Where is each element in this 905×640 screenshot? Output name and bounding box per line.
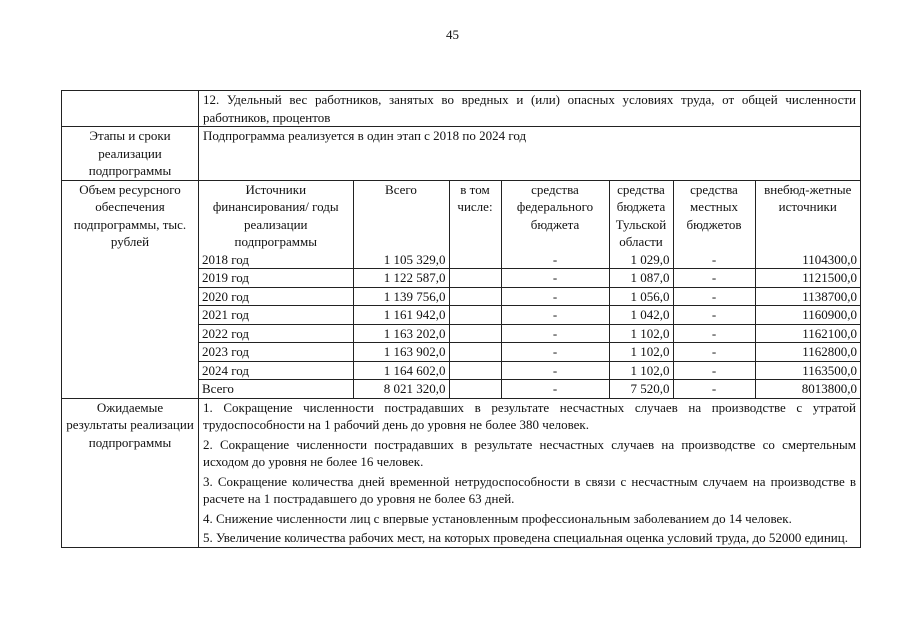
row-total: 8 021 320,0 [353,380,449,398]
row-federal: - [501,361,609,380]
result-item: 5. Увеличение количества рабочих мест, на которых проведена специальная оценка условий труда, до 52000 единиц. [203,530,848,545]
stages-label: Этапы и сроки реализации подпрограммы [62,127,199,181]
row-extra: 1104300,0 [755,251,860,269]
row-extra: 8013800,0 [755,380,860,398]
resources-row [62,180,861,398]
row-local: - [673,361,755,380]
row-total: 1 122 587,0 [353,269,449,288]
row-year: 2023 год [199,343,353,362]
passport-table [61,90,861,548]
header-including: в том числе: [449,181,501,251]
row-including [449,380,501,398]
header-regional: средства бюджета Тульской области [609,181,673,251]
row-federal: - [501,269,609,288]
row-year: Всего [199,380,353,398]
result-item: 4. Снижение численности лиц с впервые установленным профессиональным заболеванием до 14 человек. [203,510,792,526]
row-year: 2024 год [199,361,353,380]
result-item: 1. Сокращение численности пострадавших в результате несчастных случаев на производстве с утратой трудоспособности на 1 рабочий день до уровня не более 380 человек. [203,399,856,432]
row-federal: - [501,380,609,398]
row-federal: - [501,343,609,362]
row-local: - [673,269,755,288]
indicator-row [62,91,861,127]
row-local: - [673,287,755,306]
row-local: - [673,251,755,269]
resources-label: Объем ресурсного обеспечения подпрограммы, тыс. рублей [62,180,199,398]
row-local: - [673,324,755,343]
row-federal: - [501,251,609,269]
row-local: - [673,306,755,325]
financing-row [199,361,860,380]
row-year: 2020 год [199,287,353,306]
row-year: 2019 год [199,269,353,288]
row-total: 1 105 329,0 [353,251,449,269]
financing-row [199,306,860,325]
financing-row [199,287,860,306]
row-federal: - [501,306,609,325]
row-including [449,251,501,269]
row-federal: - [501,287,609,306]
financing-header-row [199,181,860,251]
header-extra: внебюд-жетные источники [755,181,860,251]
row-regional: 1 029,0 [609,251,673,269]
financing-row [199,343,860,362]
result-item: 2. Сокращение численности пострадавших в результате несчастных случаев на производстве со смертельным исходом до уровня не более 16 человек. [203,436,856,469]
page-number: 45 [446,27,459,42]
financing-table [199,181,860,398]
stages-row [62,127,861,181]
row-extra: 1162800,0 [755,343,860,362]
row-local: - [673,343,755,362]
financing-row [199,269,860,288]
row-regional: 1 056,0 [609,287,673,306]
row-extra: 1121500,0 [755,269,860,288]
results-list [199,398,861,547]
row-regional: 7 520,0 [609,380,673,398]
row-including [449,324,501,343]
row-including [449,269,501,288]
financing-row [199,380,860,398]
row-including [449,287,501,306]
header-federal: средства федерального бюджета [501,181,609,251]
row-year: 2021 год [199,306,353,325]
row-total: 1 163 202,0 [353,324,449,343]
resources-cell [199,180,861,398]
row-local: - [673,380,755,398]
header-total: Всего [353,181,449,251]
row-regional: 1 102,0 [609,324,673,343]
row-extra: 1160900,0 [755,306,860,325]
indicator-text: 12. Удельный вес работников, занятых во вредных и (или) опасных условиях труда, от общей численности работников, процентов [199,91,861,127]
row-year: 2022 год [199,324,353,343]
row-regional: 1 087,0 [609,269,673,288]
indicator-label-cell [62,91,199,127]
header-sources: Источники финансирования/ годы реализации подпрограммы [199,181,353,251]
row-regional: 1 102,0 [609,361,673,380]
results-row [62,398,861,547]
row-including [449,306,501,325]
header-local: средства местных бюджетов [673,181,755,251]
result-item: 3. Сокращение количества дней временной нетрудоспособности в связи с несчастным случаем на производстве в расчете на 1 пострадавшего до уровня не более 63 дней. [203,473,856,506]
row-extra: 1162100,0 [755,324,860,343]
row-year: 2018 год [199,251,353,269]
row-including [449,343,501,362]
row-extra: 1163500,0 [755,361,860,380]
financing-row [199,324,860,343]
row-regional: 1 102,0 [609,343,673,362]
row-total: 1 164 602,0 [353,361,449,380]
row-total: 1 161 942,0 [353,306,449,325]
stages-text: Подпрограмма реализуется в один этап с 2018 по 2024 год [199,127,861,181]
results-label: Ожидаемые результаты реализации подпрограммы [62,398,199,547]
row-total: 1 139 756,0 [353,287,449,306]
row-including [449,361,501,380]
financing-row [199,251,860,269]
row-total: 1 163 902,0 [353,343,449,362]
row-regional: 1 042,0 [609,306,673,325]
row-extra: 1138700,0 [755,287,860,306]
row-federal: - [501,324,609,343]
